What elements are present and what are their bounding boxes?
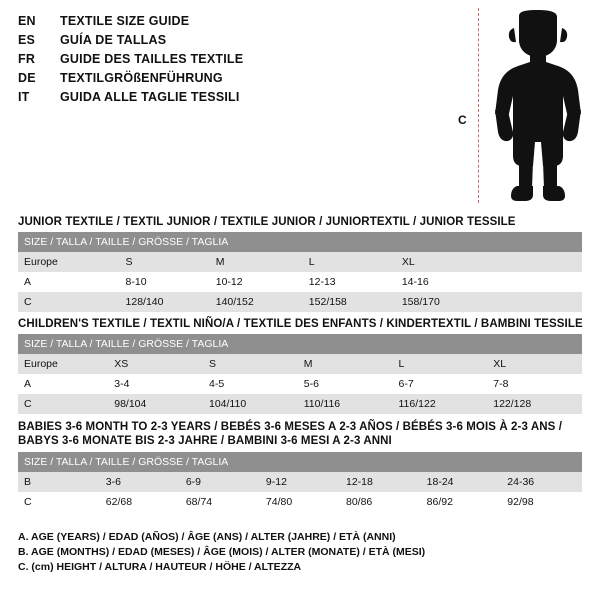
cell: 152/158 bbox=[303, 292, 396, 312]
language-code-fr: FR bbox=[18, 52, 36, 66]
row-label: C bbox=[18, 394, 108, 414]
language-row bbox=[18, 71, 348, 90]
cell bbox=[489, 252, 582, 272]
table-header-row bbox=[18, 452, 582, 472]
row-label: A bbox=[18, 374, 108, 394]
cell: 8-10 bbox=[120, 272, 210, 292]
cell: 98/104 bbox=[108, 394, 203, 414]
cell bbox=[489, 272, 582, 292]
row-label: C bbox=[18, 492, 100, 512]
legend-line-b: B. AGE (MONTHS) / EDAD (MESES) / ÂGE (MOIS) / ALTER (MONATE) / ETÀ (MESI) bbox=[18, 546, 426, 558]
cell: 116/122 bbox=[392, 394, 487, 414]
cell: XL bbox=[487, 354, 582, 374]
cell: 3-6 bbox=[100, 472, 180, 492]
row-label: B bbox=[18, 472, 100, 492]
cell: 128/140 bbox=[120, 292, 210, 312]
language-row bbox=[18, 90, 348, 109]
table-header-row bbox=[18, 334, 582, 354]
cell: 68/74 bbox=[180, 492, 260, 512]
cell bbox=[489, 292, 582, 312]
table-row bbox=[18, 292, 582, 312]
legend-block bbox=[18, 530, 578, 575]
size-header-label: SIZE / TALLA / TAILLE / GRÖSSE / TAGLIA bbox=[18, 334, 582, 354]
section-junior-textile bbox=[18, 216, 582, 312]
language-title-es: GUÍA DE TALLAS bbox=[60, 33, 167, 47]
section-children-textile bbox=[18, 318, 582, 414]
cell: 74/80 bbox=[260, 492, 340, 512]
height-measure-label: C bbox=[458, 113, 467, 127]
table-header-row bbox=[18, 232, 582, 252]
cell: L bbox=[303, 252, 396, 272]
cell: 62/68 bbox=[100, 492, 180, 512]
language-title-fr: GUIDE DES TAILLES TEXTILE bbox=[60, 52, 244, 66]
cell: XL bbox=[396, 252, 489, 272]
row-label: C bbox=[18, 292, 120, 312]
size-header-label: SIZE / TALLA / TAILLE / GRÖSSE / TAGLIA bbox=[18, 452, 582, 472]
table-row bbox=[18, 354, 582, 374]
cell: 86/92 bbox=[421, 492, 502, 512]
section-title-line2: BABYS 3-6 MONATE BIS 2-3 JAHRE / BAMBINI 3-6 MESI A 2-3 ANNI bbox=[18, 435, 392, 447]
table-row bbox=[18, 374, 582, 394]
child-silhouette-icon bbox=[486, 10, 592, 202]
children-size-table bbox=[18, 334, 582, 414]
cell: 5-6 bbox=[298, 374, 393, 394]
language-row bbox=[18, 33, 348, 52]
cell: 92/98 bbox=[501, 492, 582, 512]
section-title: JUNIOR TEXTILE / TEXTIL JUNIOR / TEXTILE JUNIOR / JUNIORTEXTIL / JUNIOR TESSILE bbox=[18, 216, 516, 228]
height-measure-line bbox=[478, 8, 479, 203]
language-code-it: IT bbox=[18, 90, 30, 104]
language-title-it: GUIDA ALLE TAGLIE TESSILI bbox=[60, 90, 240, 104]
cell: 4-5 bbox=[203, 374, 298, 394]
cell: 3-4 bbox=[108, 374, 203, 394]
table-row bbox=[18, 394, 582, 414]
language-code-de: DE bbox=[18, 71, 36, 85]
babies-size-table bbox=[18, 452, 582, 512]
table-row bbox=[18, 252, 582, 272]
row-label: Europe bbox=[18, 354, 108, 374]
section-babies-textile bbox=[18, 420, 582, 512]
language-row bbox=[18, 52, 348, 71]
row-label: Europe bbox=[18, 252, 120, 272]
table-row bbox=[18, 472, 582, 492]
cell: 6-7 bbox=[392, 374, 487, 394]
cell: 158/170 bbox=[396, 292, 489, 312]
cell: S bbox=[203, 354, 298, 374]
cell: XS bbox=[108, 354, 203, 374]
cell: 140/152 bbox=[210, 292, 303, 312]
language-header-block bbox=[18, 14, 348, 109]
cell: 9-12 bbox=[260, 472, 340, 492]
size-header-label: SIZE / TALLA / TAILLE / GRÖSSE / TAGLIA bbox=[18, 232, 582, 252]
cell: S bbox=[120, 252, 210, 272]
table-row bbox=[18, 492, 582, 512]
language-row bbox=[18, 14, 348, 33]
cell: 80/86 bbox=[340, 492, 421, 512]
section-title-line1: BABIES 3-6 MONTH TO 2-3 YEARS / BEBÉS 3-6 MESES A 2-3 AÑOS / BÉBÉS 3-6 MOIS À 2-3 ANS / bbox=[18, 421, 562, 433]
section-title: CHILDREN'S TEXTILE / TEXTIL NIÑO/A / TEXTILE DES ENFANTS / KINDERTEXTIL / BAMBINI TESSILE bbox=[18, 318, 583, 330]
cell: 14-16 bbox=[396, 272, 489, 292]
language-title-en: TEXTILE SIZE GUIDE bbox=[60, 14, 190, 28]
language-code-es: ES bbox=[18, 33, 36, 47]
language-code-en: EN bbox=[18, 14, 36, 28]
cell: 10-12 bbox=[210, 272, 303, 292]
legend-line-c: C. (cm) HEIGHT / ALTURA / HAUTEUR / HÖHE / ALTEZZA bbox=[18, 561, 302, 573]
legend-line-a: A. AGE (YEARS) / EDAD (AÑOS) / ÂGE (ANS) / ALTER (JAHRE) / ETÀ (ANNI) bbox=[18, 531, 396, 543]
cell: 12-13 bbox=[303, 272, 396, 292]
cell: 6-9 bbox=[180, 472, 260, 492]
table-row bbox=[18, 272, 582, 292]
cell: 24-36 bbox=[501, 472, 582, 492]
child-figure-area bbox=[452, 8, 592, 203]
cell: 7-8 bbox=[487, 374, 582, 394]
cell: 110/116 bbox=[298, 394, 393, 414]
cell: M bbox=[298, 354, 393, 374]
row-label: A bbox=[18, 272, 120, 292]
cell: L bbox=[392, 354, 487, 374]
cell: M bbox=[210, 252, 303, 272]
language-title-de: TEXTILGRÖßENFÜHRUNG bbox=[60, 71, 223, 85]
cell: 12-18 bbox=[340, 472, 421, 492]
cell: 104/110 bbox=[203, 394, 298, 414]
cell: 122/128 bbox=[487, 394, 582, 414]
junior-size-table bbox=[18, 232, 582, 312]
cell: 18-24 bbox=[421, 472, 502, 492]
